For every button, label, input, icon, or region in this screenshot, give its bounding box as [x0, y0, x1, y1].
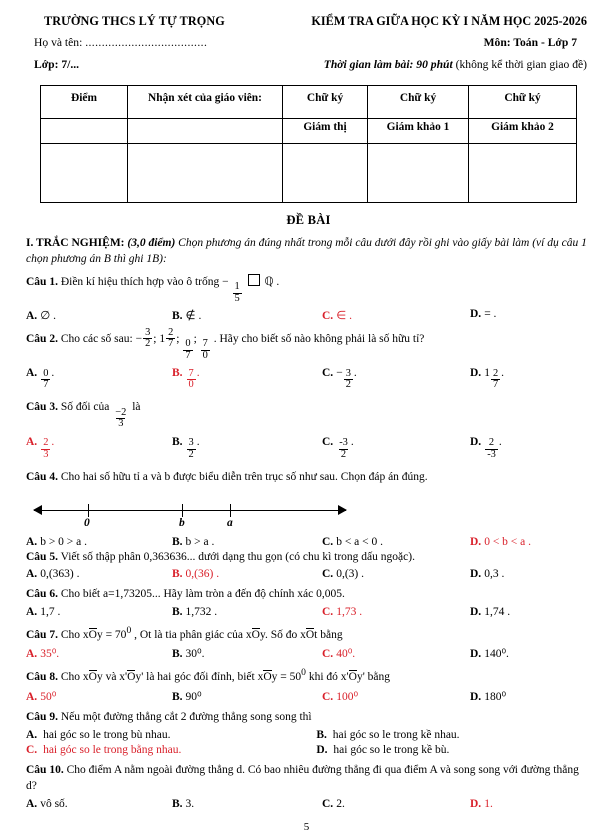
number-line-label-a: a: [227, 516, 233, 529]
option-5-c[interactable]: [322, 568, 470, 580]
mixed-whole: 1: [484, 366, 490, 379]
option-9-b[interactable]: [316, 729, 591, 741]
question-6-options: [26, 606, 591, 618]
question-8-text: Cho xOy và x'Oy' là hai góc đối đỉnh, biết xOy = $50^0$ khi đó x'Oy' bằng: [60, 667, 390, 684]
fraction-denominator: -3: [487, 449, 496, 461]
arrow-left-icon: [33, 505, 42, 515]
page-number: 5: [303, 821, 310, 833]
fraction-numerator: -3: [339, 437, 348, 449]
option-2-b[interactable]: B. $\frac{7}{0}$ .: [172, 366, 200, 391]
table-cell-chuky1-blank[interactable]: [283, 144, 368, 203]
table-cell-chuky3-blank[interactable]: [469, 144, 577, 203]
option-4-c[interactable]: [322, 536, 470, 548]
question-10-text: Cho điểm A nằm ngoài đường thẳng d. Có bao nhiêu đường thẳng đi qua điểm A và song song với đường thẳng d?: [26, 763, 579, 793]
option-text: 0,(363) .: [40, 568, 80, 581]
option-text: hai góc so le trong kề bù.: [333, 743, 450, 756]
arrow-right-icon: [338, 505, 347, 515]
option-8-d[interactable]: [470, 689, 590, 703]
option-text: 2.: [336, 797, 345, 810]
table-sub-giamkhao-2: Giám khảo 2: [469, 119, 577, 144]
option-text: b > a .: [185, 535, 215, 548]
option-1-a[interactable]: [26, 308, 172, 322]
class-time-row: [26, 58, 591, 71]
option-label: D.: [470, 436, 482, 449]
fraction-numerator: 7: [188, 367, 194, 379]
option-label: C.: [322, 309, 334, 322]
table-cell-diem-blank[interactable]: [41, 144, 128, 203]
fraction-denominator: 7: [168, 338, 174, 350]
table-header-nhanxet: Nhận xét của giáo viên:: [128, 86, 283, 119]
header-title-row: [26, 14, 591, 29]
fraction-denominator: 5: [234, 292, 240, 304]
option-label: A.: [26, 309, 38, 322]
table-header-diem: Điểm: [41, 86, 128, 119]
question-7-options: [26, 646, 591, 660]
question-4-label: Câu 4.: [26, 470, 58, 483]
question-3-fraction: [113, 408, 128, 431]
question-7: [26, 624, 591, 644]
fraction-denominator: 0: [202, 349, 208, 361]
option-label: B.: [172, 436, 183, 449]
option-3-a[interactable]: A. $\frac{2}{3}$ .: [26, 436, 55, 461]
fraction-numerator: 7: [202, 337, 208, 349]
option-3-c[interactable]: C. $\frac{-3}{2}$ .: [322, 436, 354, 461]
fraction-denominator: 2: [188, 449, 194, 461]
option-1-b[interactable]: [172, 308, 322, 322]
fraction-denominator: 7: [185, 349, 191, 361]
option-label: C.: [322, 605, 334, 618]
option-8-a[interactable]: [26, 689, 172, 703]
question-3-label: Câu 3.: [26, 401, 58, 414]
q7-part-0: Cho x: [60, 628, 89, 641]
number-line-label-0: 0: [84, 516, 90, 529]
option-6-d[interactable]: [470, 606, 590, 618]
option-text: 1,73 .: [336, 605, 363, 618]
table-sub-giamkhao-1: Giám khảo 1: [368, 119, 469, 144]
list-sign: −: [135, 332, 143, 345]
option-8-c[interactable]: [322, 689, 470, 703]
option-label: B.: [172, 366, 183, 379]
fraction-denominator: 3: [43, 449, 49, 461]
option-9-a[interactable]: [26, 729, 316, 741]
fraction-numerator: 2: [492, 367, 499, 379]
fraction-denominator: 2: [145, 338, 151, 350]
time-allowed-note: (không kể thời gian giao đề): [452, 58, 587, 71]
table-sub-blank-1: [41, 119, 128, 144]
option-label: D.: [316, 743, 328, 756]
exam-body-title: ĐỀ BÀI: [286, 213, 331, 227]
number-line-label-b: b: [179, 516, 185, 529]
option-3-b[interactable]: B. $\frac{3}{2}$ .: [172, 436, 200, 461]
fraction-numerator: 3: [345, 367, 351, 379]
table-row: [41, 144, 577, 203]
option-text: hai góc so le trong bằng nhau.: [43, 743, 182, 756]
option-4-b[interactable]: [172, 536, 322, 548]
option-label: A.: [26, 690, 38, 703]
option-label: A.: [26, 797, 38, 810]
section-1-heading: [26, 235, 591, 268]
option-label: D.: [470, 605, 482, 618]
tick-a: [230, 504, 231, 517]
q7-overline-1: O: [88, 628, 97, 641]
option-text: 1.: [484, 797, 493, 810]
option-text: b < a < 0 .: [336, 535, 384, 548]
question-9-options-row-1: [26, 729, 591, 741]
fraction-numerator: −2: [115, 406, 127, 418]
time-allowed: [324, 58, 587, 71]
question-2-label: Câu 2.: [26, 332, 58, 345]
option-text: ∈ .: [336, 309, 352, 322]
fraction-numerator: 1: [234, 281, 240, 293]
option-6-c[interactable]: [322, 606, 470, 618]
question-2-text: Cho các số sau:: [60, 332, 133, 345]
option-text: 0,(3) .: [336, 568, 364, 581]
option-text: vô số.: [40, 797, 68, 810]
fraction-denominator: 3: [118, 418, 124, 430]
question-4: [26, 469, 591, 486]
option-2-c[interactable]: C. − $\frac{3}{2}$ .: [322, 366, 357, 391]
question-5-options: [26, 568, 591, 580]
option-3-d[interactable]: D. $\frac{2}{-3}$ .: [470, 436, 502, 461]
option-text: 3.: [185, 797, 195, 810]
option-label: D.: [470, 307, 482, 320]
option-label: B.: [316, 728, 327, 741]
option-text: 1,7 .: [40, 605, 61, 618]
school-name: TRƯỜNG THCS LÝ TỰ TRỌNG: [44, 14, 225, 28]
option-7-d[interactable]: [470, 646, 590, 660]
option-6-b[interactable]: [172, 606, 322, 618]
option-9-c[interactable]: [26, 744, 316, 756]
option-text: 1,74 .: [484, 605, 511, 618]
fraction-denominator: 7: [492, 379, 499, 391]
option-label: A.: [26, 366, 38, 379]
question-1: [26, 274, 591, 305]
question-6-label: Câu 6.: [26, 588, 58, 601]
option-label: C.: [322, 797, 334, 810]
fraction-numerator: 3: [188, 437, 194, 449]
question-10: [26, 762, 591, 795]
option-text: 0,3 .: [484, 568, 505, 581]
number-line-diagram: [34, 490, 364, 534]
number-line-axis: [34, 510, 346, 511]
option-7-c[interactable]: [322, 646, 470, 660]
option-text: 1,732 .: [185, 605, 218, 618]
option-1-c[interactable]: [322, 308, 470, 322]
q7-part-2: y = 70: [96, 628, 127, 641]
question-2: [26, 328, 591, 362]
question-1-text: Điền kí hiệu thích hợp vào ô trống −: [60, 275, 229, 288]
option-5-d[interactable]: [470, 568, 590, 580]
option-6-a[interactable]: [26, 606, 172, 618]
table-row: [41, 86, 577, 119]
option-10-a[interactable]: [26, 798, 172, 810]
name-subject-row: [26, 36, 591, 49]
question-8: [26, 666, 591, 686]
question-1-label: Câu 1.: [26, 275, 58, 288]
table-header-chuky-3: Chữ ký: [469, 86, 577, 119]
fraction-numerator: 0: [185, 337, 191, 349]
option-8-b[interactable]: [172, 689, 322, 703]
table-sub-giamthi: Giám thị: [283, 119, 368, 144]
fraction-denominator: 2: [340, 449, 347, 461]
option-2-d[interactable]: D. 1 $\frac{2}{7}$ .: [470, 366, 505, 391]
option-label: B.: [172, 309, 183, 322]
question-2-options: [26, 367, 591, 392]
option-label: B.: [172, 797, 183, 810]
option-label: B.: [172, 648, 183, 661]
fraction-numerator: 2: [43, 437, 49, 449]
question-3-tail: là: [132, 401, 141, 414]
mixed-whole: 1: [159, 332, 166, 345]
question-1-fraction: [233, 282, 242, 305]
time-allowed-bold: Thời gian làm bài: 90 phút: [323, 58, 453, 71]
option-5-a[interactable]: [26, 568, 172, 580]
question-10-options: [26, 798, 591, 810]
option-label: A.: [26, 436, 38, 449]
question-3-options: [26, 436, 591, 461]
option-label: B.: [172, 535, 183, 548]
option-text: 40⁰.: [336, 648, 356, 661]
tick-0: [88, 504, 89, 517]
option-text: 35⁰.: [40, 648, 60, 661]
option-text: = .: [484, 307, 497, 320]
option-label: D.: [470, 648, 482, 661]
q7-part-7: t bằng: [314, 628, 343, 641]
table-header-chuky-2: Chữ ký: [368, 86, 469, 119]
question-4-options: [26, 536, 591, 548]
option-label: C.: [322, 690, 334, 703]
fraction-numerator: 3: [145, 326, 151, 338]
question-9: [26, 709, 591, 726]
blank-box-icon[interactable]: [248, 274, 260, 286]
option-label: C.: [322, 568, 334, 581]
option-label: C.: [26, 743, 38, 756]
question-9-text: Nếu một đường thẳng cắt 2 đường thẳng song song thì: [60, 710, 312, 723]
table-row: [41, 119, 577, 144]
question-9-options-row-2: [26, 744, 591, 756]
option-label: C.: [322, 535, 334, 548]
option-label: C.: [322, 366, 334, 379]
question-6-text: Cho biết a=1,73205... Hãy làm tròn a đến độ chính xác 0,005.: [60, 588, 345, 601]
section-1-label: I. TRẮC NGHIỆM:: [26, 237, 125, 249]
option-text: ∉ .: [185, 309, 202, 322]
option-label: A.: [26, 648, 38, 661]
fraction-denominator: 7: [43, 379, 49, 391]
option-label: D.: [470, 797, 482, 810]
option-text: 90⁰: [185, 690, 202, 703]
table-header-chuky-1: Chữ ký: [283, 86, 368, 119]
table-cell-nhanxet-blank[interactable]: [128, 144, 283, 203]
option-label: A.: [26, 568, 38, 581]
option-text: 0 < b < a .: [484, 535, 532, 548]
section-1-instruction: Chọn phương án đúng nhất trong mỗi câu dưới đây rồi ghi vào giấy bài làm (ví dụ câu 1 chọn phương án B thì ghi 1B):: [26, 237, 587, 266]
option-label: B.: [172, 690, 183, 703]
grading-info-table: [40, 85, 577, 203]
question-2-number-list: − $\frac{3}{2}$ ; 1 $\frac{2}{7}$ ; $\frac{0}{7}$ ; $\frac{7}{0}$: [135, 326, 208, 361]
class-label: Lớp: 7/...: [34, 58, 80, 71]
option-4-d[interactable]: [470, 536, 590, 548]
option-5-b[interactable]: [172, 568, 322, 580]
option-label: D.: [470, 690, 482, 703]
question-5-label: Câu 5.: [26, 550, 58, 563]
option-label: A.: [26, 728, 38, 741]
student-name-dots: .....................................: [85, 36, 208, 49]
exam-title: KIỂM TRA GIỮA HỌC KỲ I NĂM HỌC 2025-2026: [311, 14, 587, 28]
question-1-tail: ℚ .: [264, 275, 280, 288]
question-8-label: Câu 8.: [26, 671, 58, 684]
fraction-numerator: 0: [43, 367, 49, 379]
option-label: A.: [26, 605, 38, 618]
option-label: D.: [470, 568, 482, 581]
tick-b: [182, 504, 183, 517]
option-10-d[interactable]: [470, 798, 590, 810]
table-sub-blank-2: [128, 119, 283, 144]
question-10-label: Câu 10.: [26, 763, 64, 776]
option-label: D.: [470, 535, 482, 548]
question-4-text: Cho hai số hữu tỉ a và b được biểu diễn trên trục số như sau. Chọn đáp án đúng.: [60, 470, 428, 483]
option-text: 180⁰: [484, 690, 507, 703]
q7-overline-2: O: [251, 628, 260, 641]
fraction-denominator: 0: [188, 379, 194, 391]
question-3: [26, 399, 591, 430]
question-7-text: Cho xOy = $70^0$ , Ot là tia phân giác của xOy. Số đo xOt bằng: [60, 624, 343, 641]
option-10-b[interactable]: [172, 798, 322, 810]
option-4-a[interactable]: [26, 536, 172, 548]
option-7-a[interactable]: [26, 646, 172, 660]
q7-overline-3: O: [305, 628, 315, 641]
option-text: 30⁰.: [185, 648, 205, 661]
q7-part-5: y. Số đo x: [259, 628, 306, 641]
option-text: 50⁰: [40, 690, 57, 703]
question-7-label: Câu 7.: [26, 628, 58, 641]
option-text: 0,(36) .: [185, 568, 220, 581]
option-9-d[interactable]: [316, 744, 591, 756]
subject-label: Môn: Toán - Lớp 7: [483, 36, 577, 49]
option-label: C.: [322, 648, 334, 661]
q7-part-3: , Ot là tia phân giác của x: [131, 628, 252, 641]
fraction-numerator: 2: [168, 326, 174, 338]
option-7-b[interactable]: [172, 646, 322, 660]
option-text: 140⁰.: [484, 648, 509, 661]
option-text: 100⁰: [336, 690, 359, 703]
question-6: [26, 586, 591, 603]
fraction-numerator: 2: [488, 437, 495, 449]
option-label: A.: [26, 535, 38, 548]
question-9-label: Câu 9.: [26, 710, 58, 723]
question-2-tail: . Hãy cho biết số nào không phải là số hữu tỉ?: [213, 332, 425, 345]
option-text: hai góc so le trong bù nhau.: [43, 728, 171, 741]
option-text: ∅ .: [40, 309, 56, 322]
option-label: B.: [172, 605, 183, 618]
student-name-field: [34, 36, 207, 49]
option-text: hai góc so le trong kề nhau.: [332, 728, 460, 741]
option-2-a[interactable]: A. $\frac{0}{7}$ .: [26, 366, 55, 391]
fraction-denominator: 2: [345, 379, 351, 391]
option-sign: −: [336, 366, 343, 379]
option-label: C.: [322, 436, 334, 449]
question-5: [26, 549, 591, 566]
table-cell-chuky2-blank[interactable]: [368, 144, 469, 203]
question-1-options: [26, 308, 591, 322]
option-label: D.: [470, 366, 482, 379]
option-10-c[interactable]: [322, 798, 470, 810]
question-5-text: Viết số thập phân 0,363636... dưới dạng thu gọn (có chu kì trong dấu ngoặc).: [60, 550, 415, 563]
option-text: b > 0 > a .: [40, 535, 88, 548]
option-label: B.: [172, 568, 183, 581]
section-1-points: (3,0 điểm): [127, 237, 176, 249]
student-name-label: Họ và tên:: [34, 36, 86, 49]
option-1-d[interactable]: [470, 308, 590, 322]
question-8-options: [26, 689, 591, 703]
question-3-text: Số đối của: [60, 401, 110, 414]
